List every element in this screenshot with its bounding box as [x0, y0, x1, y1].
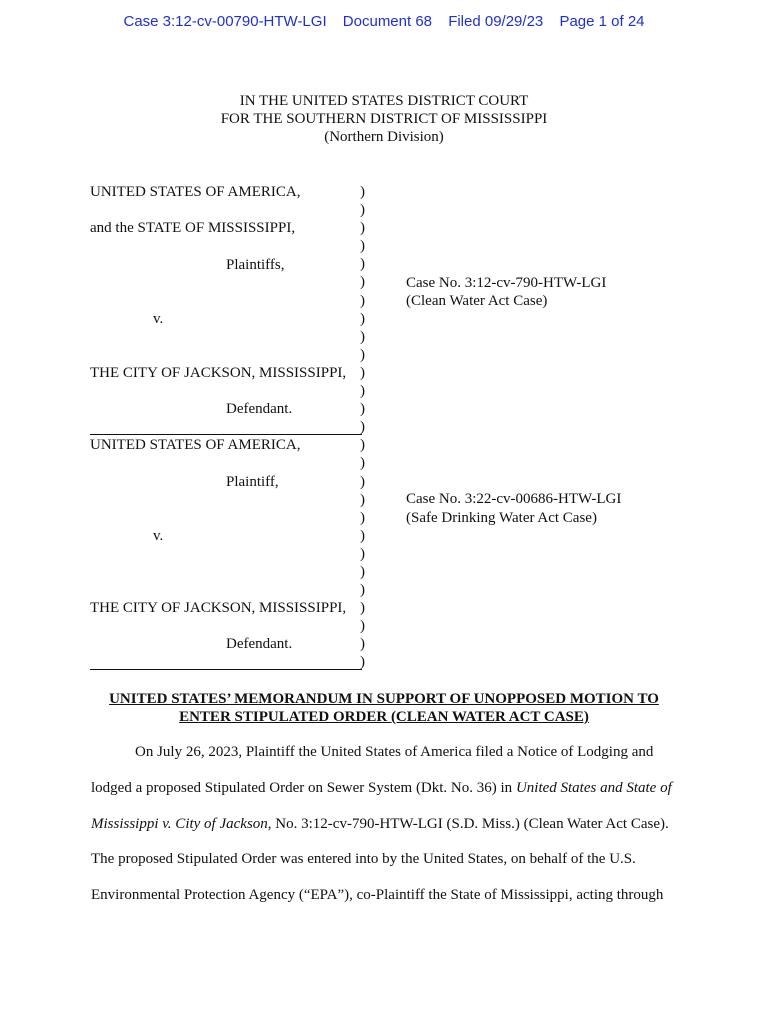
stamp-page: Page 1 of 24 — [559, 13, 645, 30]
caption-paren: ) — [360, 419, 365, 436]
caption2-rule — [90, 669, 362, 670]
caption-paren: ) — [360, 328, 365, 345]
case-name-italic-1: United States and State of — [515, 780, 672, 796]
caption-paren-column — [360, 183, 365, 672]
caption-paren: ) — [360, 618, 365, 635]
caption1-case-number: Case No. 3:12-cv-790-HTW-LGI — [406, 275, 607, 291]
stamp-case-number: Case 3:12-cv-00790-HTW-LGI — [123, 13, 327, 30]
court-heading — [0, 92, 768, 146]
caption-paren: ) — [360, 509, 365, 526]
caption1-plaintiff-2: and the STATE OF MISSISSIPPI, — [90, 220, 296, 236]
caption-paren: ) — [360, 256, 365, 273]
title-line-1: UNITED STATES’ MEMORANDUM IN SUPPORT OF UNOPPOSED MOTION TO — [109, 691, 659, 707]
caption-paren: ) — [360, 455, 365, 472]
caption1-rule — [90, 434, 362, 435]
caption-paren: ) — [360, 364, 365, 381]
caption-paren: ) — [360, 401, 365, 418]
caption-paren: ) — [360, 184, 365, 200]
caption-paren: ) — [360, 220, 365, 237]
caption2-versus: v. — [153, 528, 164, 544]
caption2-case-number: Case No. 3:22-cv-00686-HTW-LGI — [406, 491, 622, 507]
body-line-3 — [91, 816, 669, 833]
body-line-4: The proposed Stipulated Order was entered into by the United States, on behalf of the U.S. — [91, 851, 636, 867]
caption1-plaintiffs-label: Plaintiffs, — [226, 257, 285, 273]
caption1-versus: v. — [153, 311, 164, 327]
caption-paren: ) — [360, 292, 365, 309]
caption-paren: ) — [360, 545, 365, 562]
caption2-plaintiff-label: Plaintiff, — [226, 474, 279, 490]
caption-paren: ) — [360, 473, 365, 490]
caption2-defendant-label: Defendant. — [226, 636, 293, 652]
caption2-case-type: (Safe Drinking Water Act Case) — [406, 510, 597, 526]
caption1-defendant-label: Defendant. — [226, 401, 293, 417]
caption-paren: ) — [360, 383, 365, 400]
caption-paren: ) — [360, 563, 365, 580]
caption-paren: ) — [360, 527, 365, 544]
title-line-2: ENTER STIPULATED ORDER (CLEAN WATER ACT CASE) — [179, 709, 589, 725]
caption1-case-type: (Clean Water Act Case) — [406, 293, 548, 309]
caption-paren: ) — [360, 654, 365, 671]
document-title — [0, 690, 768, 726]
caption1-defendant: THE CITY OF JACKSON, MISSISSIPPI, — [90, 365, 347, 381]
caption-paren: ) — [360, 346, 365, 363]
caption-paren: ) — [360, 202, 365, 219]
body-line-2 — [91, 780, 672, 797]
stamp-document: Document 68 — [342, 13, 433, 30]
caption1-plaintiff-1: UNITED STATES OF AMERICA, — [90, 184, 301, 200]
caption-paren: ) — [360, 491, 365, 508]
caption2-defendant: THE CITY OF JACKSON, MISSISSIPPI, — [90, 600, 347, 616]
caption2-plaintiff: UNITED STATES OF AMERICA, — [90, 437, 301, 453]
caption-paren: ) — [360, 274, 365, 291]
court-line-3: (Northern Division) — [324, 129, 444, 145]
stamp-filed-date: Filed 09/29/23 — [448, 13, 544, 30]
caption-paren: ) — [360, 600, 365, 617]
body-line-1: On July 26, 2023, Plaintiff the United States of America filed a Notice of Lodging and — [135, 744, 654, 760]
filing-stamp — [0, 13, 768, 30]
caption-paren: ) — [360, 582, 365, 599]
caption-paren: ) — [360, 636, 365, 653]
body-line-2-text: lodged a proposed Stipulated Order on Sewer System (Dkt. No. 36) in — [91, 780, 516, 796]
body-line-3-text: , No. 3:12-cv-790-HTW-LGI (S.D. Miss.) (Clean Water Act Case). — [267, 816, 669, 832]
court-line-1: IN THE UNITED STATES DISTRICT COURT — [239, 93, 529, 109]
body-line-5: Environmental Protection Agency (“EPA”), co-Plaintiff the State of Mississippi, acting through — [91, 887, 664, 903]
case-name-italic-2: Mississippi v. City of Jackson — [91, 816, 268, 832]
caption-paren: ) — [360, 238, 365, 255]
caption-paren: ) — [360, 310, 365, 327]
court-line-2: FOR THE SOUTHERN DISTRICT OF MISSISSIPPI — [220, 111, 548, 127]
caption-paren: ) — [360, 437, 365, 454]
